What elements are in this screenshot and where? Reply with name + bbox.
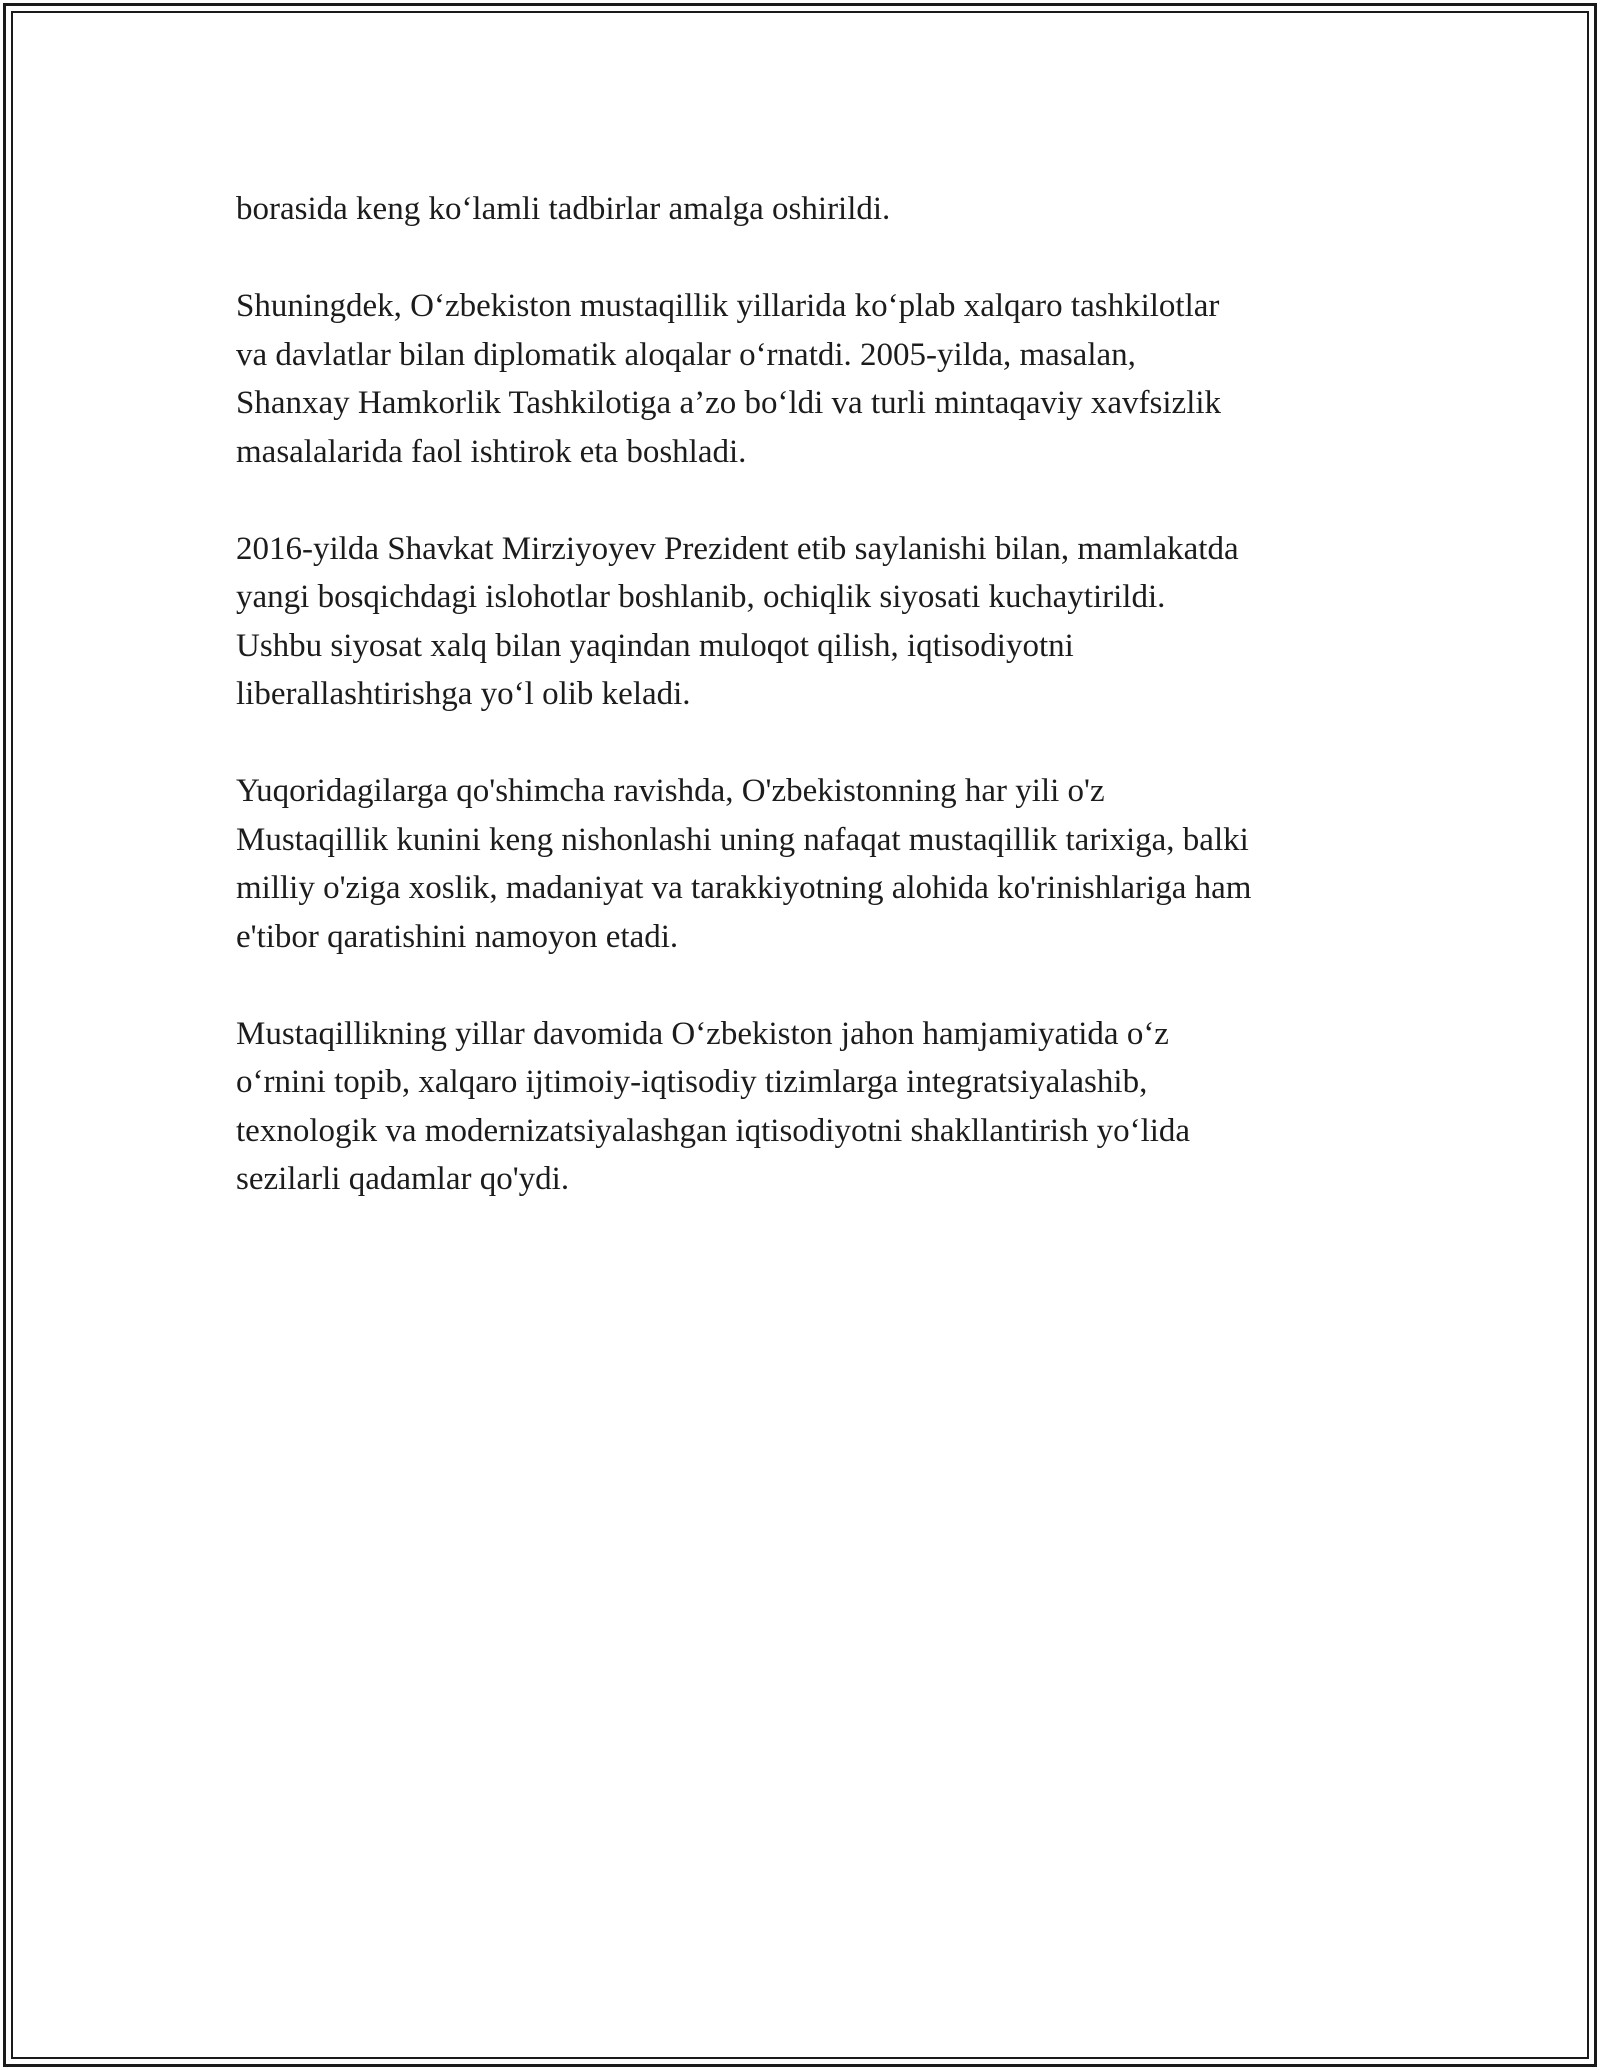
text-line: sezilarli qadamlar qo'ydi.: [236, 1161, 570, 1197]
paragraph-2: [236, 282, 1376, 476]
text-line: texnologik va modernizatsiyalashgan iqtisodiyotni shakllantirish yo‘lida: [236, 1112, 1191, 1149]
text-line: Shuningdek, O‘zbekiston mustaqillik yillarida ko‘plab xalqaro tashkilotlar: [236, 288, 1220, 324]
text-line: yangi bosqichdagi islohotlar boshlanib, ochiqlik siyosati kuchaytirildi.: [236, 579, 1166, 615]
text-line: Shanxay Hamkorlik Tashkilotiga a’zo bo‘ldi va turli mintaqaviy xavfsizlik: [236, 385, 1222, 421]
text-line: va davlatlar bilan diplomatik aloqalar o‘rnatdi. 2005-yilda, masalan,: [236, 336, 1136, 373]
text-line: borasida keng ko‘lamli tadbirlar amalga oshirildi.: [236, 191, 891, 227]
text-line: 2016-yilda Shavkat Mirziyoyev Prezident etib saylanishi bilan, mamlakatda: [236, 530, 1239, 567]
text-line: milliy o'ziga xoslik, madaniyat va tarakkiyotning alohida ko'rinishlariga ham: [236, 870, 1252, 906]
text-line: Yuqoridagilarga qo'shimcha ravishda, O'zbekistonning har yili o'z: [236, 773, 1105, 809]
paragraph-5: [236, 1010, 1376, 1204]
paragraph-1: [236, 185, 1376, 234]
paragraph-3: [236, 525, 1376, 719]
text-line: Mustaqillik kunini keng nishonlashi uning nafaqat mustaqillik tarixiga, balki: [236, 821, 1249, 858]
text-line: Mustaqillikning yillar davomida O‘zbekiston jahon hamjamiyatida o‘z: [236, 1015, 1169, 1052]
text-line: liberallashtirishga yo‘l olib keladi.: [236, 676, 691, 712]
paragraph-4: [236, 767, 1376, 961]
document-body: [236, 185, 1376, 1252]
text-line: e'tibor qaratishini namoyon etadi.: [236, 918, 679, 955]
text-line: Ushbu siyosat xalq bilan yaqindan muloqot qilish, iqtisodiyotni: [236, 627, 1074, 664]
text-line: o‘rnini topib, xalqaro ijtimoiy-iqtisodiy tizimlarga integratsiyalashib,: [236, 1064, 1148, 1100]
text-line: masalalarida faol ishtirok eta boshladi.: [236, 433, 747, 470]
